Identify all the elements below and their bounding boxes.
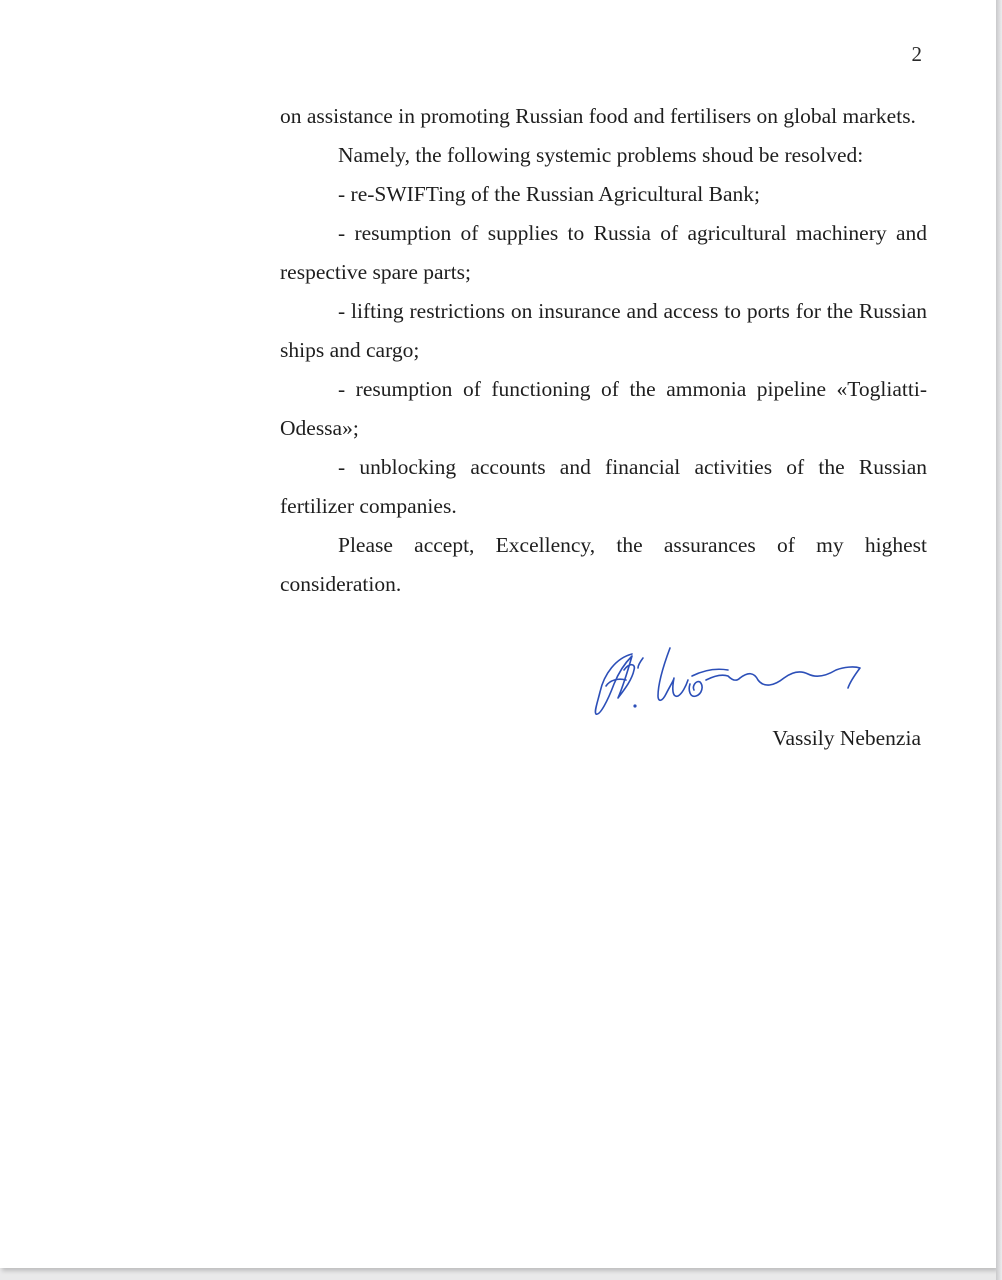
- letter-body: [280, 97, 927, 604]
- paragraph-continuation: on assistance in promoting Russian food and fertilisers on global markets.: [280, 104, 916, 128]
- handwritten-signature: [588, 640, 868, 725]
- list-item: - re-SWIFTing of the Russian Agricultural Bank;: [338, 182, 761, 206]
- signer-name: Vassily Nebenzia: [772, 726, 921, 750]
- closing-paragraph: Please accept, Excellency, the assurances of my highest consideration.: [280, 533, 927, 596]
- page-edge-shadow: [996, 0, 1002, 1280]
- list-item: - unblocking accounts and financial activities of the Russian fertilizer companies.: [280, 455, 927, 518]
- list-item: - lifting restrictions on insurance and access to ports for the Russian ships and cargo;: [280, 299, 927, 362]
- list-item: - resumption of supplies to Russia of agricultural machinery and respective spare parts;: [280, 221, 927, 284]
- paragraph-intro: Namely, the following systemic problems shoud be resolved:: [338, 143, 864, 167]
- page-number: 2: [911, 42, 922, 66]
- list-item: - resumption of functioning of the ammonia pipeline «Togliatti-Odessa»;: [280, 377, 927, 440]
